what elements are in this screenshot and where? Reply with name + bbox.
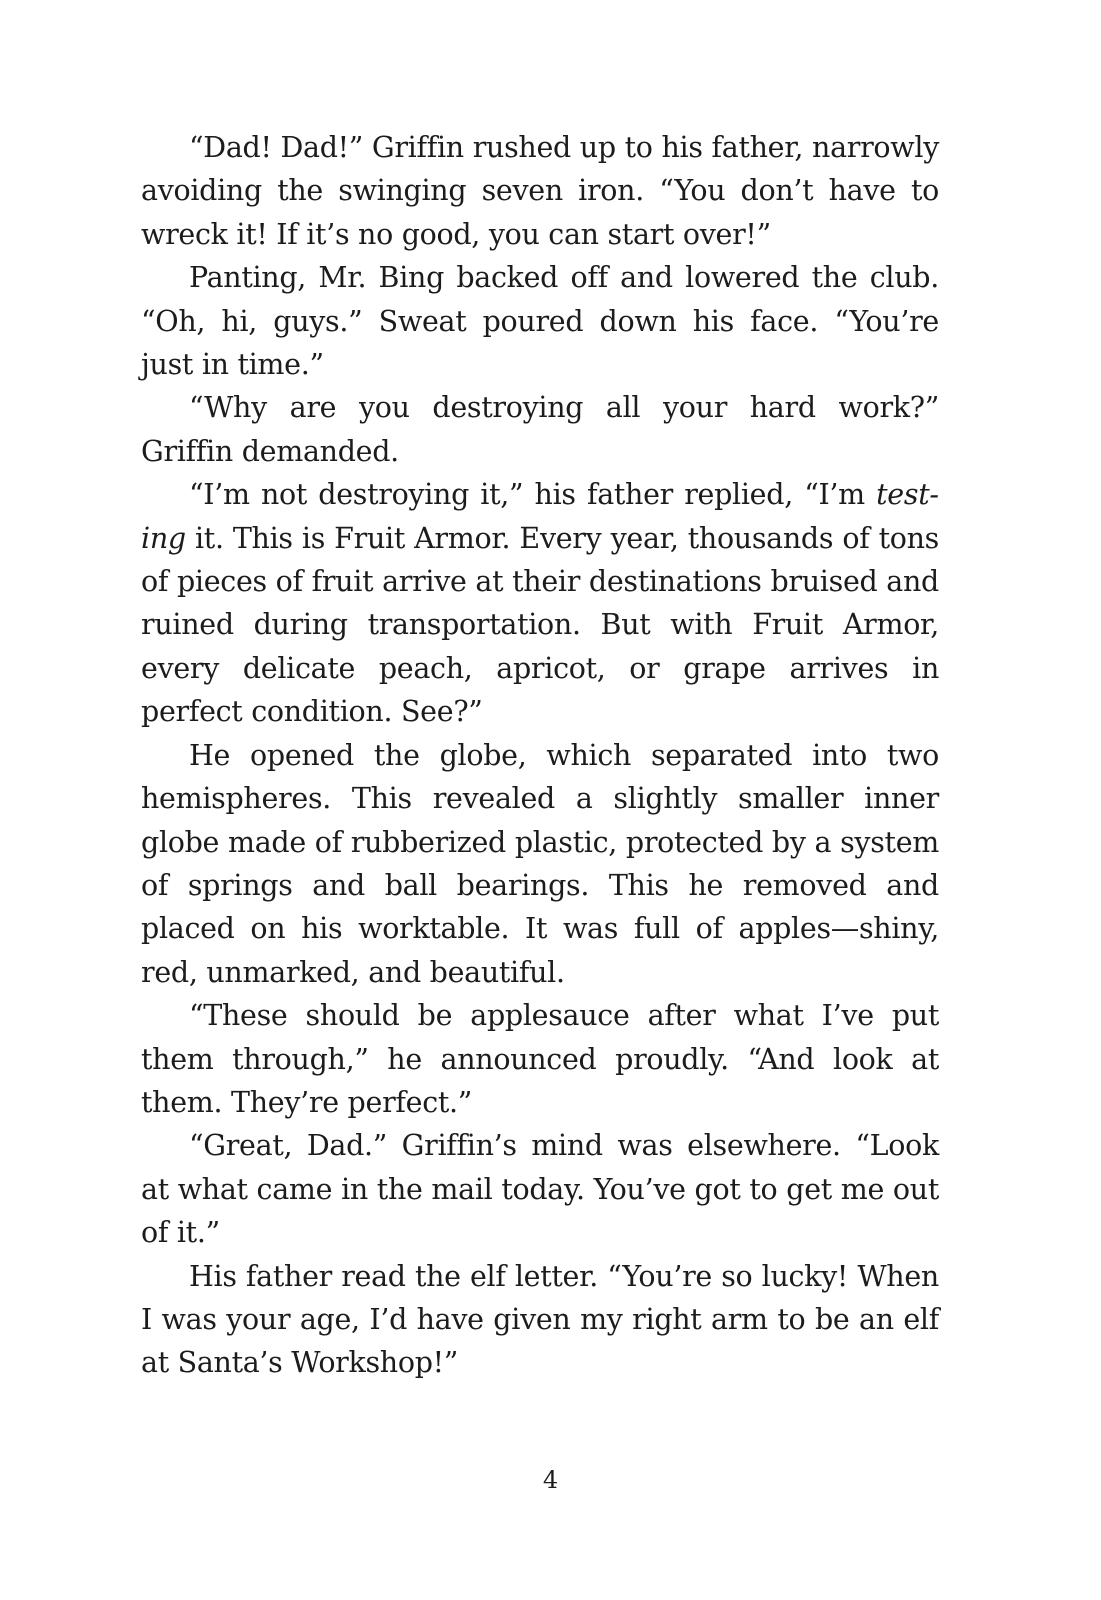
paragraph-4-after: it. This is Fruit Armor. Every year, thousands of tons of pieces of fruit arrive at their destinations bruised and ruined during transportation. But with Fruit Armor, every delicate peach, apricot, or grape arrives in perfect condition. See?” — [141, 521, 939, 729]
paragraph-6: “These should be applesauce after what I’ve put them through,” he announced proudly. “And look at them. They’re perfect.” — [141, 999, 939, 1119]
page-body — [141, 126, 939, 1385]
paragraph-5: He opened the globe, which separated into two hemispheres. This revealed a slightly smaller inner globe made of rubberized plastic, protected by a system of springs and ball bearings. This he removed and placed on his worktable. It was full of apples—shiny, red, unmarked, and beautiful. — [141, 738, 939, 989]
paragraph-8: His father read the elf letter. “You’re so lucky! When I was your age, I’d have given my right arm to be an elf at Santa’s Workshop!” — [141, 1259, 939, 1380]
page-number: 4 — [542, 1466, 559, 1494]
paragraph-4-emphasis: testing — [141, 478, 939, 555]
paragraph-2: Panting, Mr. Bing backed off and lowered the club. “Oh, hi, guys.” Sweat poured down his face. “You’re just in time.” — [141, 261, 939, 382]
paragraph-4-before: “I’m not destroying it,” his father replied, “I’m — [189, 478, 877, 512]
paragraph-4 — [141, 473, 939, 733]
paragraph-1: “Dad! Dad!” Griffin rushed up to his father, narrowly avoiding the swinging seven iron. “You don’t have to wreck it! If it’s no good, you can start over!” — [141, 131, 939, 251]
paragraph-3: “Why are you destroying all your hard work?” Griffin demanded. — [141, 391, 939, 468]
paragraph-7: “Great, Dad.” Griffin’s mind was elsewhere. “Look at what came in the mail today. You’ve got to get me out of it.” — [141, 1129, 939, 1250]
